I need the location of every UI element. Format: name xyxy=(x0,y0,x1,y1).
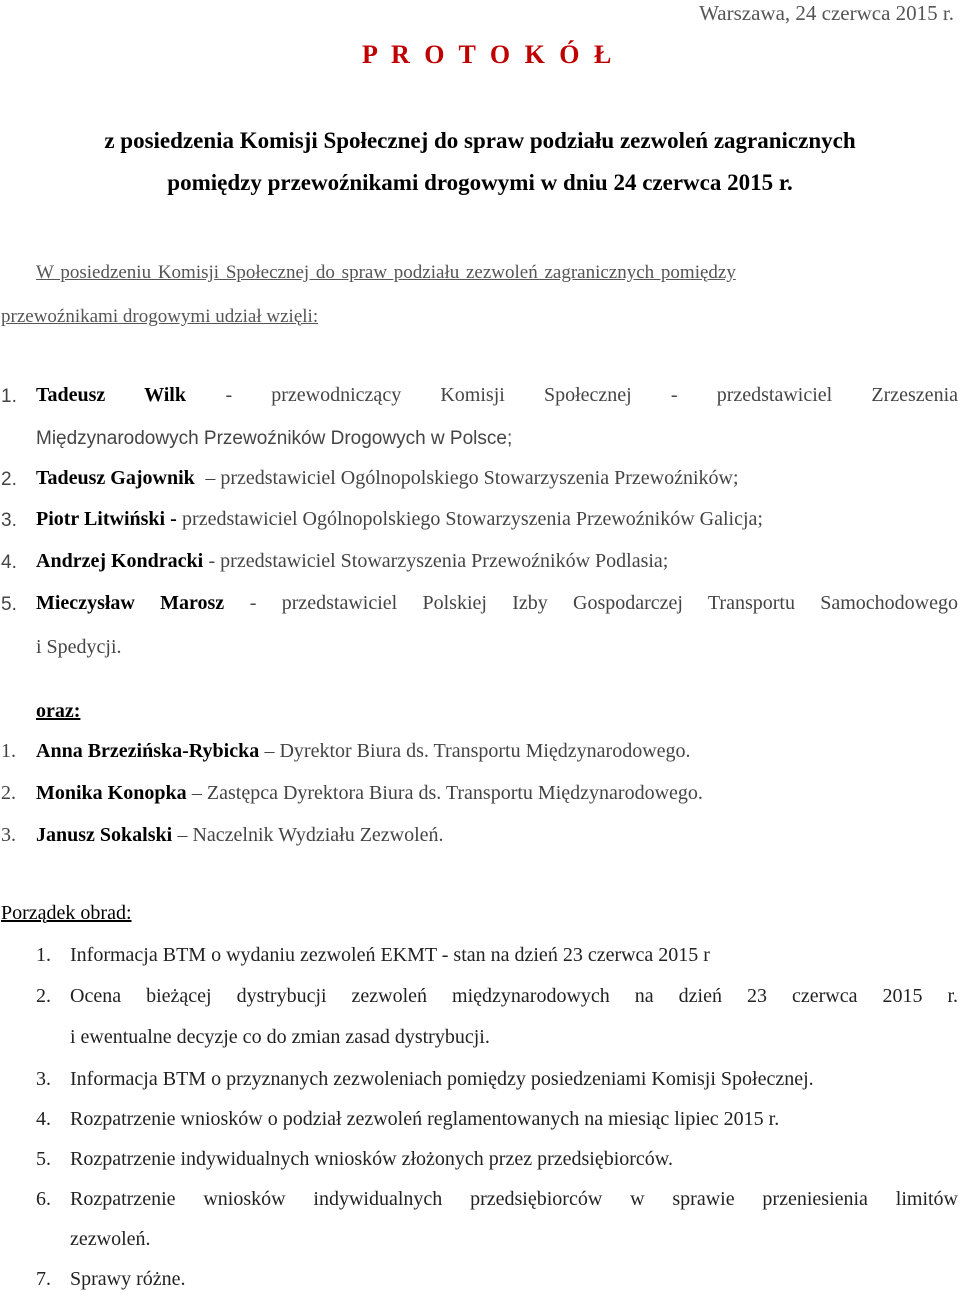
person-role: – Zastępca Dyrektora Biura ds. Transportu Międzynarodowego. xyxy=(191,782,703,804)
agenda-item-text-continued: i ewentualne decyzje co do zmian zasad dystrybucji. xyxy=(70,1026,490,1048)
agenda-item-text: Ocena bieżącej dystrybucji zezwoleń międzynarodowych na dzień 23 czerwca 2015 r. xyxy=(70,985,958,1007)
agenda-item-number: 1. xyxy=(36,944,51,966)
list-item-number: 2. xyxy=(1,782,16,804)
agenda-item-number: 4. xyxy=(36,1108,51,1130)
person-role: – Dyrektor Biura ds. Transportu Międzynarodowego. xyxy=(264,740,691,762)
list-item-text xyxy=(36,508,763,531)
agenda-item-text: Rozpatrzenie wniosków o podział zezwoleń reglamentowanych na miesiąc lipiec 2015 r. xyxy=(70,1108,780,1130)
participant-name: Andrzej Kondracki xyxy=(36,550,204,572)
list-item-text xyxy=(36,550,668,573)
document-title: P R O T O K Ó Ł xyxy=(362,40,616,69)
intro-line-1: W posiedzeniu Komisji Społecznej do spraw podziału zezwoleń zagranicznych pomiędzy xyxy=(36,262,736,283)
list-item-number: 3. xyxy=(1,510,17,531)
participant-role: – przedstawiciel Ogólnopolskiego Stowarzyszenia Przewoźników; xyxy=(205,467,739,489)
list-item-text xyxy=(36,782,703,805)
participant-role-continued: Międzynarodowych Przewoźników Drogowych w Polsce; xyxy=(36,428,513,449)
participant-role: - przedstawiciel Polskiej Izby Gospodarczej Transportu Samochodowego xyxy=(249,592,958,614)
participant-role: - przedstawiciel Stowarzyszenia Przewoźników Podlasia; xyxy=(208,550,669,572)
document-subtitle-line-2: pomiędzy przewoźnikami drogowymi w dniu 24 czerwca 2015 r. xyxy=(167,170,793,195)
list-item-text xyxy=(36,592,958,615)
participant-name: Mieczysław Marosz xyxy=(36,592,225,614)
person-name: Janusz Sokalski xyxy=(36,824,173,846)
intro-line-2: przewoźnikami drogowymi udział wzięli: xyxy=(1,306,319,327)
participant-name: Tadeusz Wilk xyxy=(36,384,186,406)
list-item-text xyxy=(36,824,444,847)
person-name: Anna Brzezińska-Rybicka xyxy=(36,740,260,762)
participant-role: przedstawiciel Ogólnopolskiego Stowarzyszenia Przewoźników Galicja; xyxy=(182,508,763,530)
agenda-item-text: Rozpatrzenie indywidualnych wniosków złożonych przez przedsiębiorców. xyxy=(70,1148,673,1170)
list-item-text xyxy=(36,467,739,490)
participant-name: Piotr Litwiński - xyxy=(36,508,177,530)
agenda-item-text-continued: zezwoleń. xyxy=(70,1228,151,1250)
agenda-item-text: Sprawy różne. xyxy=(70,1268,186,1290)
person-name: Monika Konopka xyxy=(36,782,187,804)
list-item-number: 5. xyxy=(1,594,17,615)
participant-role: - przewodniczący Komisji Społecznej - przedstawiciel Zrzeszenia xyxy=(225,384,958,406)
agenda-item-number: 2. xyxy=(36,985,51,1007)
agenda-item-text: Informacja BTM o przyznanych zezwoleniach pomiędzy posiedzeniami Komisji Społecznej. xyxy=(70,1068,814,1090)
agenda-item-number: 7. xyxy=(36,1268,51,1290)
agenda-item-text: Informacja BTM o wydaniu zezwoleń EKMT - stan na dzień 23 czerwca 2015 r xyxy=(70,944,710,966)
agenda-heading: Porządek obrad: xyxy=(1,902,132,924)
agenda-item-number: 5. xyxy=(36,1148,51,1170)
list-item-text xyxy=(36,740,691,763)
agenda-item-number: 3. xyxy=(36,1068,51,1090)
oraz-label: oraz: xyxy=(36,700,81,722)
document-date: Warszawa, 24 czerwca 2015 r. xyxy=(699,1,954,25)
list-item-number: 1. xyxy=(1,386,17,407)
list-item-number: 2. xyxy=(1,469,17,490)
list-item-number: 1. xyxy=(1,740,16,762)
list-item-number: 3. xyxy=(1,824,16,846)
agenda-item-text: Rozpatrzenie wniosków indywidualnych przedsiębiorców w sprawie przeniesienia limitów xyxy=(70,1188,958,1210)
participant-role-continued: i Spedycji. xyxy=(36,636,122,658)
document-subtitle-line-1: z posiedzenia Komisji Społecznej do spraw podziału zezwoleń zagranicznych xyxy=(104,128,856,153)
list-item-text xyxy=(36,384,958,407)
list-item-number: 4. xyxy=(1,552,17,573)
participant-name: Tadeusz Gajownik xyxy=(36,467,195,489)
agenda-item-number: 6. xyxy=(36,1188,51,1210)
person-role: – Naczelnik Wydziału Zezwoleń. xyxy=(177,824,444,846)
